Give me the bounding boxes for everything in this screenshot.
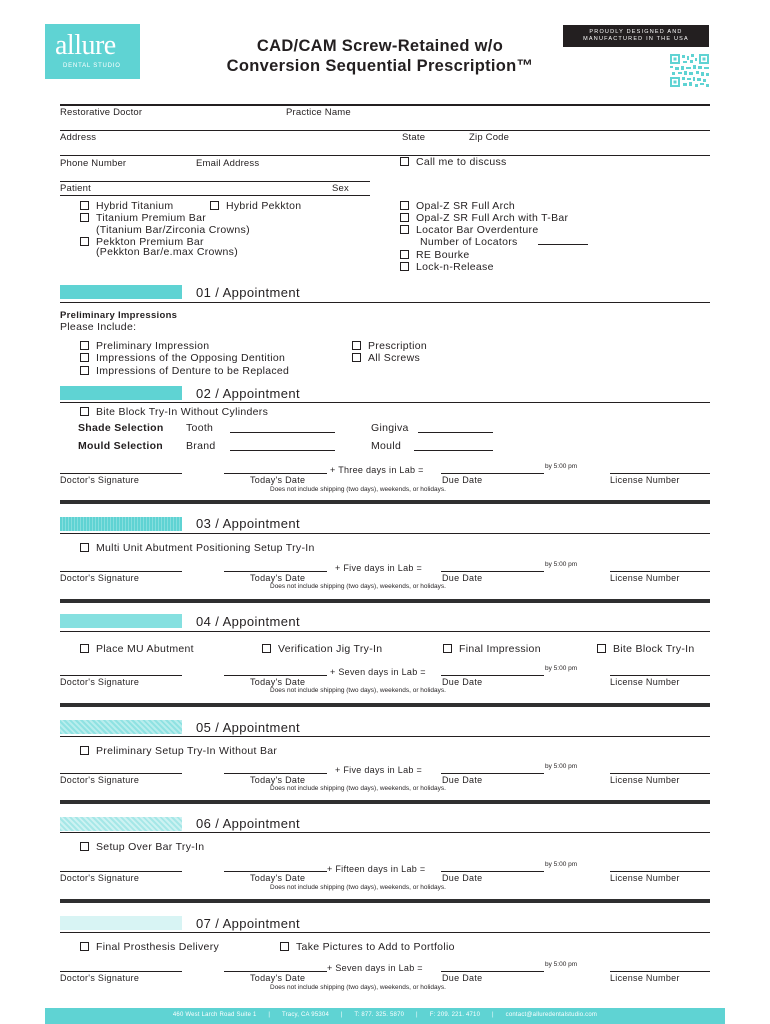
prelim-impression-checkbox[interactable] bbox=[80, 340, 209, 352]
shipping-note: Does not include shipping (two days), weekends, or holidays. bbox=[270, 687, 446, 694]
checkbox-icon[interactable] bbox=[80, 213, 89, 222]
due-date-field[interactable] bbox=[441, 773, 544, 774]
opal-full-arch-tbar-label: Opal-Z SR Full Arch with T-Bar bbox=[416, 212, 569, 224]
bite-block-checkbox[interactable] bbox=[80, 406, 268, 418]
appointment-4-title: 04 / Appointment bbox=[196, 614, 300, 629]
todays-date-label: Today's Date bbox=[250, 475, 306, 485]
todays-date-field[interactable] bbox=[224, 571, 327, 572]
opal-full-arch-checkbox[interactable] bbox=[400, 200, 515, 212]
doctors-signature-label: Doctor's Signature bbox=[60, 475, 140, 485]
appointment-7-title: 07 / Appointment bbox=[196, 916, 300, 931]
doctors-signature-label: Doctor's Signature bbox=[60, 677, 140, 687]
license-number-label: License Number bbox=[610, 873, 680, 883]
tagline-badge bbox=[563, 25, 709, 47]
tagline-line1: PROUDLY DESIGNED AND bbox=[589, 29, 683, 35]
footer-email[interactable]: contact@alluredentalstudio.com bbox=[505, 1012, 598, 1018]
by-5pm-label: by 5:00 pm bbox=[545, 561, 578, 568]
doctor-signature-field[interactable] bbox=[60, 473, 182, 474]
bite-block-label: Bite Block Try-In Without Cylinders bbox=[96, 406, 269, 418]
due-date-label: Due Date bbox=[442, 573, 483, 583]
shade-selection-label: Shade Selection bbox=[78, 422, 164, 434]
todays-date-field[interactable] bbox=[224, 473, 327, 474]
footer-bar bbox=[45, 1008, 725, 1024]
pekkton-premium-bar-label: Pekkton Premium Bar bbox=[96, 236, 204, 248]
final-prosthesis-label: Final Prosthesis Delivery bbox=[96, 941, 220, 953]
page-title bbox=[150, 36, 610, 76]
row2-line bbox=[60, 155, 710, 156]
doctor-signature-field[interactable] bbox=[60, 773, 182, 774]
doctor-signature-field[interactable] bbox=[60, 675, 182, 676]
all-screws-checkbox[interactable] bbox=[352, 352, 420, 364]
call-me-label: Call me to discuss bbox=[416, 156, 507, 168]
bite-block-tryin-checkbox[interactable] bbox=[597, 643, 695, 655]
mould-field[interactable] bbox=[414, 450, 493, 451]
brand-field[interactable] bbox=[230, 450, 335, 451]
all-screws-label: All Screws bbox=[368, 352, 421, 364]
final-impression-label: Final Impression bbox=[459, 643, 541, 655]
due-date-label: Due Date bbox=[442, 475, 483, 485]
checkbox-icon[interactable] bbox=[80, 543, 89, 552]
tagline-line2: MANUFACTURED IN THE USA bbox=[583, 36, 689, 42]
checkbox-icon[interactable] bbox=[262, 644, 271, 653]
checkbox-icon[interactable] bbox=[400, 250, 409, 259]
checkbox-icon[interactable] bbox=[80, 237, 89, 246]
setup-over-bar-label: Setup Over Bar Try-In bbox=[96, 841, 205, 853]
todays-date-label: Today's Date bbox=[250, 973, 306, 983]
final-impression-checkbox[interactable] bbox=[443, 643, 541, 655]
please-include-label: Please Include: bbox=[60, 321, 137, 333]
verification-jig-checkbox[interactable] bbox=[262, 643, 382, 655]
due-date-field[interactable] bbox=[441, 473, 544, 474]
opal-full-arch-label: Opal-Z SR Full Arch bbox=[416, 200, 516, 212]
hybrid-titanium-label: Hybrid Titanium bbox=[96, 200, 174, 212]
prelim-heading: Preliminary Impressions bbox=[60, 310, 178, 321]
state-label: State bbox=[402, 132, 426, 143]
row4-line bbox=[60, 195, 370, 196]
appointment-2-band bbox=[60, 386, 182, 400]
todays-date-label: Today's Date bbox=[250, 677, 306, 687]
by-5pm-label: by 5:00 pm bbox=[545, 861, 578, 868]
due-date-label: Due Date bbox=[442, 873, 483, 883]
doctors-signature-label: Doctor's Signature bbox=[60, 873, 140, 883]
appointment-5-band bbox=[60, 720, 182, 734]
todays-date-field[interactable] bbox=[224, 971, 327, 972]
prescription-label: Prescription bbox=[368, 340, 428, 352]
checkbox-icon[interactable] bbox=[443, 644, 452, 653]
bite-block-tryin-label: Bite Block Try-In bbox=[613, 643, 695, 655]
number-of-locators-field[interactable] bbox=[538, 244, 588, 245]
doctors-signature-label: Doctor's Signature bbox=[60, 573, 140, 583]
shipping-note: Does not include shipping (two days), weekends, or holidays. bbox=[270, 884, 446, 891]
todays-date-field[interactable] bbox=[224, 871, 327, 872]
appointment-6-rule bbox=[60, 832, 710, 833]
checkbox-icon[interactable] bbox=[80, 201, 89, 210]
place-mu-abutment-label: Place MU Abutment bbox=[96, 643, 194, 655]
todays-date-label: Today's Date bbox=[250, 775, 306, 785]
due-date-label: Due Date bbox=[442, 775, 483, 785]
hybrid-pekkton-label: Hybrid Pekkton bbox=[226, 200, 302, 212]
license-number-field[interactable] bbox=[610, 675, 710, 676]
section-divider bbox=[60, 800, 710, 804]
appointment-4-rule bbox=[60, 631, 710, 632]
days-in-lab-label: + Five days in Lab = bbox=[335, 765, 423, 775]
shipping-note: Does not include shipping (two days), weekends, or holidays. bbox=[270, 984, 446, 991]
title-line1: CAD/CAM Screw-Retained w/o bbox=[256, 37, 504, 55]
section-divider bbox=[60, 899, 710, 903]
appointment-3-band bbox=[60, 517, 182, 531]
appointment-7-band bbox=[60, 916, 182, 930]
row3-line bbox=[60, 181, 370, 182]
appointment-6-title: 06 / Appointment bbox=[196, 816, 300, 831]
shipping-note: Does not include shipping (two days), weekends, or holidays. bbox=[270, 785, 446, 792]
checkbox-icon[interactable] bbox=[80, 746, 89, 755]
hybrid-pekkton-checkbox[interactable] bbox=[210, 200, 301, 212]
mua-positioning-checkbox[interactable] bbox=[80, 542, 315, 554]
checkbox-icon[interactable] bbox=[400, 213, 409, 222]
titanium-premium-bar-sub: (Titanium Bar/Zirconia Crowns) bbox=[96, 224, 250, 236]
days-in-lab-label: + Seven days in Lab = bbox=[330, 667, 426, 677]
checkbox-icon[interactable] bbox=[80, 366, 89, 375]
doctor-signature-field[interactable] bbox=[60, 571, 182, 572]
checkbox-icon[interactable] bbox=[280, 942, 289, 951]
footer-city: Tracy, CA 95304 bbox=[281, 1012, 329, 1018]
due-date-label: Due Date bbox=[442, 973, 483, 983]
address-label: Address bbox=[60, 132, 97, 143]
by-5pm-label: by 5:00 pm bbox=[545, 665, 578, 672]
days-in-lab-label: + Five days in Lab = bbox=[335, 563, 423, 573]
doctor-signature-field[interactable] bbox=[60, 971, 182, 972]
appointment-1-band bbox=[60, 285, 182, 299]
email-address-label: Email Address bbox=[196, 158, 260, 169]
hybrid-titanium-checkbox[interactable] bbox=[80, 200, 173, 212]
due-date-field[interactable] bbox=[441, 571, 544, 572]
license-number-label: License Number bbox=[610, 775, 680, 785]
opposing-dentition-label: Impressions of the Opposing Dentition bbox=[96, 352, 286, 364]
todays-date-field[interactable] bbox=[224, 675, 327, 676]
due-date-label: Due Date bbox=[442, 677, 483, 687]
final-prosthesis-checkbox[interactable] bbox=[80, 941, 219, 953]
appointment-7-rule bbox=[60, 932, 710, 933]
logo-sub: DENTAL STUDIO bbox=[63, 63, 121, 69]
days-in-lab-label: + Three days in Lab = bbox=[330, 465, 424, 475]
checkbox-icon[interactable] bbox=[597, 644, 606, 653]
tooth-label: Tooth bbox=[186, 422, 214, 434]
title-line2: Conversion Sequential Prescription™ bbox=[226, 57, 534, 75]
license-number-field[interactable] bbox=[610, 473, 710, 474]
locator-bar-label: Locator Bar Overdenture bbox=[416, 224, 539, 236]
license-number-field[interactable] bbox=[610, 571, 710, 572]
checkbox-icon[interactable] bbox=[400, 157, 409, 166]
mua-positioning-label: Multi Unit Abutment Positioning Setup Try-In bbox=[96, 542, 315, 554]
prelim-impression-label: Preliminary Impression bbox=[96, 340, 210, 352]
by-5pm-label: by 5:00 pm bbox=[545, 961, 578, 968]
checkbox-icon[interactable] bbox=[80, 407, 89, 416]
footer-contact: 460 West Larch Road Suite 1 | Tracy, CA 95304 | T: 877. 325. 5870 | F: 209. 221. 4710 | contact@alluredentalstudio.com bbox=[172, 1012, 598, 1018]
appointment-3-rule bbox=[60, 533, 710, 534]
re-bourke-label: RE Bourke bbox=[416, 249, 470, 261]
days-in-lab-label: + Seven days in Lab = bbox=[327, 963, 423, 973]
days-in-lab-label: + Fifteen days in Lab = bbox=[327, 864, 426, 874]
brand-logo bbox=[45, 24, 140, 79]
row1-line bbox=[60, 130, 710, 131]
todays-date-label: Today's Date bbox=[250, 873, 306, 883]
brand-label: Brand bbox=[186, 440, 216, 452]
license-number-label: License Number bbox=[610, 973, 680, 983]
mould-label: Mould bbox=[371, 440, 402, 452]
titanium-premium-bar-label: Titanium Premium Bar bbox=[96, 212, 207, 224]
prelim-setup-label: Preliminary Setup Try-In Without Bar bbox=[96, 745, 278, 757]
practice-name-label: Practice Name bbox=[286, 107, 351, 118]
header-rule bbox=[60, 104, 710, 106]
opposing-dentition-checkbox[interactable] bbox=[80, 352, 285, 364]
due-date-field[interactable] bbox=[441, 675, 544, 676]
setup-over-bar-checkbox[interactable] bbox=[80, 841, 204, 853]
checkbox-icon[interactable] bbox=[80, 644, 89, 653]
take-pictures-label: Take Pictures to Add to Portfolio bbox=[296, 941, 455, 953]
appointment-5-rule bbox=[60, 736, 710, 737]
todays-date-field[interactable] bbox=[224, 773, 327, 774]
qr-code-icon bbox=[670, 54, 709, 87]
section-divider bbox=[60, 599, 710, 603]
phone-number-label: Phone Number bbox=[60, 158, 127, 169]
license-number-label: License Number bbox=[610, 475, 680, 485]
prescription-checkbox[interactable] bbox=[352, 340, 427, 352]
place-mu-abutment-checkbox[interactable] bbox=[80, 643, 194, 655]
due-date-field[interactable] bbox=[441, 971, 544, 972]
lock-n-release-label: Lock-n-Release bbox=[416, 261, 494, 273]
verification-jig-label: Verification Jig Try-In bbox=[278, 643, 383, 655]
call-me-checkbox[interactable] bbox=[400, 156, 507, 168]
footer-fax: F: 209. 221. 4710 bbox=[429, 1012, 481, 1018]
checkbox-icon[interactable] bbox=[80, 942, 89, 951]
license-number-label: License Number bbox=[610, 573, 680, 583]
by-5pm-label: by 5:00 pm bbox=[545, 463, 578, 470]
license-number-field[interactable] bbox=[610, 971, 710, 972]
mould-selection-label: Mould Selection bbox=[78, 440, 164, 452]
shipping-note: Does not include shipping (two days), weekends, or holidays. bbox=[270, 486, 446, 493]
appointment-1-title: 01 / Appointment bbox=[196, 285, 300, 300]
doctors-signature-label: Doctor's Signature bbox=[60, 973, 140, 983]
sex-label: Sex bbox=[332, 183, 349, 194]
re-bourke-checkbox[interactable] bbox=[400, 249, 469, 261]
todays-date-label: Today's Date bbox=[250, 573, 306, 583]
due-date-field[interactable] bbox=[441, 871, 544, 872]
appointment-1-rule bbox=[60, 302, 710, 303]
appointment-5-title: 05 / Appointment bbox=[196, 720, 300, 735]
shipping-note: Does not include shipping (two days), weekends, or holidays. bbox=[270, 583, 446, 590]
logo-word: allure bbox=[55, 30, 116, 61]
patient-label: Patient bbox=[60, 183, 91, 194]
checkbox-icon[interactable] bbox=[80, 842, 89, 851]
checkbox-icon[interactable] bbox=[400, 262, 409, 271]
checkbox-icon[interactable] bbox=[400, 201, 409, 210]
gingiva-label: Gingiva bbox=[371, 422, 409, 434]
checkbox-icon[interactable] bbox=[352, 341, 361, 350]
appointment-2-title: 02 / Appointment bbox=[196, 386, 300, 401]
titanium-premium-bar-checkbox[interactable] bbox=[80, 212, 206, 224]
checkbox-icon[interactable] bbox=[352, 353, 361, 362]
appointment-6-band bbox=[60, 817, 182, 831]
section-divider bbox=[60, 500, 710, 504]
pekkton-premium-bar-sub: (Pekkton Bar/e.max Crowns) bbox=[96, 246, 239, 258]
license-number-field[interactable] bbox=[610, 871, 710, 872]
checkbox-icon[interactable] bbox=[210, 201, 219, 210]
gingiva-field[interactable] bbox=[418, 432, 493, 433]
checkbox-icon[interactable] bbox=[400, 225, 409, 234]
checkbox-icon[interactable] bbox=[80, 341, 89, 350]
appointment-4-band bbox=[60, 614, 182, 628]
take-pictures-checkbox[interactable] bbox=[280, 941, 455, 953]
appointment-3-title: 03 / Appointment bbox=[196, 516, 300, 531]
zip-code-label: Zip Code bbox=[469, 132, 510, 143]
doctors-signature-label: Doctor's Signature bbox=[60, 775, 140, 785]
by-5pm-label: by 5:00 pm bbox=[545, 763, 578, 770]
footer-address: 460 West Larch Road Suite 1 bbox=[172, 1012, 257, 1018]
number-of-locators-label: Number of Locators bbox=[420, 236, 518, 248]
opal-full-arch-tbar-checkbox[interactable] bbox=[400, 212, 568, 224]
lock-n-release-checkbox[interactable] bbox=[400, 261, 494, 273]
doctor-signature-field[interactable] bbox=[60, 871, 182, 872]
footer-phone: T: 877. 325. 5870 bbox=[354, 1012, 405, 1018]
license-number-label: License Number bbox=[610, 677, 680, 687]
denture-impressions-label: Impressions of Denture to be Replaced bbox=[96, 365, 290, 377]
license-number-field[interactable] bbox=[610, 773, 710, 774]
appointment-2-rule bbox=[60, 402, 710, 403]
section-divider bbox=[60, 703, 710, 707]
tooth-field[interactable] bbox=[230, 432, 335, 433]
restorative-doctor-label: Restorative Doctor bbox=[60, 107, 143, 118]
checkbox-icon[interactable] bbox=[80, 353, 89, 362]
prelim-setup-checkbox[interactable] bbox=[80, 745, 277, 757]
locator-bar-checkbox[interactable] bbox=[400, 224, 538, 236]
denture-impressions-checkbox[interactable] bbox=[80, 365, 289, 377]
